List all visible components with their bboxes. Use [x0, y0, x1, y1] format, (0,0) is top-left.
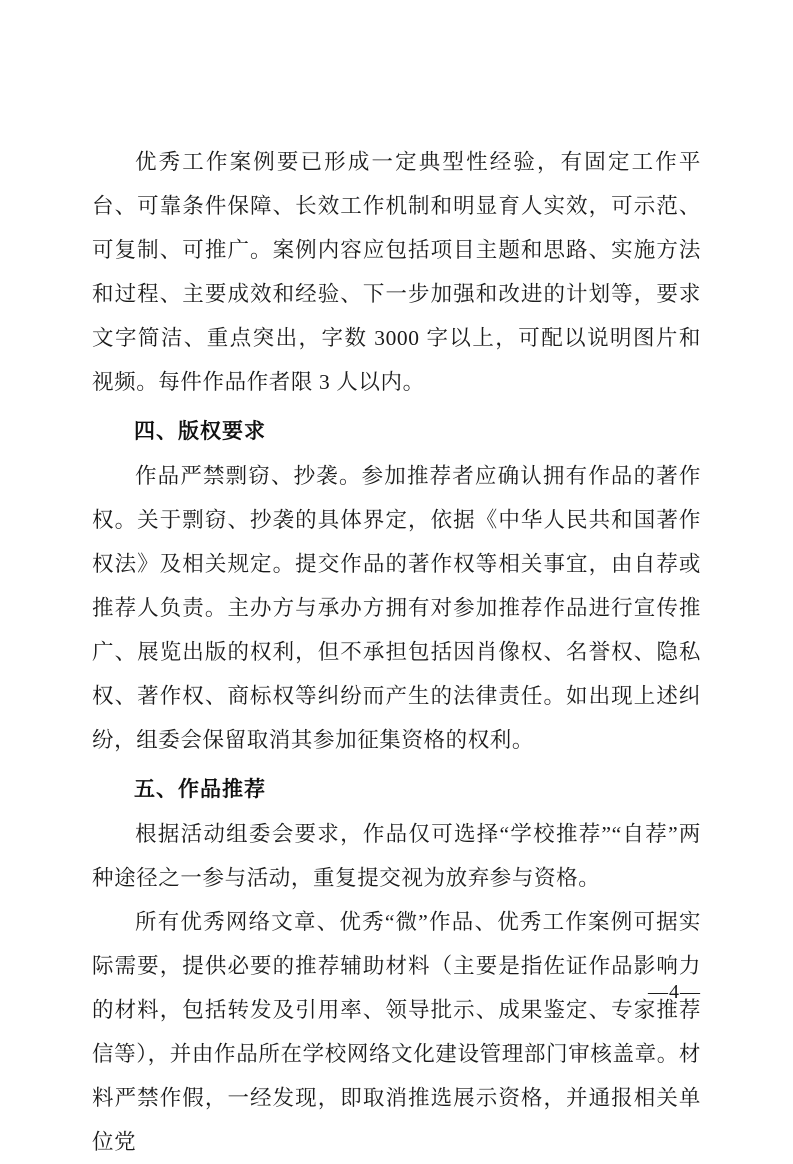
section-heading-copyright: 四、版权要求 [134, 420, 266, 443]
paragraph-supporting-materials: 所有优秀网络文章、优秀“微”作品、优秀工作案例可据实际需要，提供必要的推荐辅助材料（主要是指佐证作品影响力的材料，包括转发及引用率、领导批示、成果鉴定、专家推荐信等），并由作品所在学校网络文化建设管理部门审核盖章。材料严禁作假，一经发现，即取消推选展示资格，并通报相关单位党 [92, 910, 701, 1154]
document-body [92, 140, 701, 1164]
page-number: —4— [648, 981, 701, 1003]
paragraph-recommendation-channels: 根据活动组委会要求，作品仅可选择“学校推荐”“自荐”两种途径之一参与活动，重复提交视为放弃参与资格。 [92, 822, 701, 890]
paragraph-excellent-work-case: 优秀工作案例要已形成一定典型性经验，有固定工作平台、可靠条件保障、长效工作机制和明显育人实效，可示范、可复制、可推广。案例内容应包括项目主题和思路、实施方法和过程、主要成效和经验、下一步加强和改进的计划等，要求文字简洁、重点突出，字数 3000 字以上，可配以说明图片和视频。每件作品作者限 3 人以内。 [92, 150, 701, 394]
paragraph-copyright-requirements: 作品严禁剽窃、抄袭。参加推荐者应确认拥有作品的著作权。关于剽窃、抄袭的具体界定，依据《中华人民共和国著作权法》及相关规定。提交作品的著作权等相关事宜，由自荐或推荐人负责。主办方与承办方拥有对参加推荐作品进行宣传推广、展览出版的权利，但不承担包括因肖像权、名誉权、隐私权、著作权、商标权等纠纷而产生的法律责任。如出现上述纠纷，组委会保留取消其参加征集资格的权利。 [92, 464, 701, 752]
section-heading-recommendation: 五、作品推荐 [134, 778, 266, 801]
